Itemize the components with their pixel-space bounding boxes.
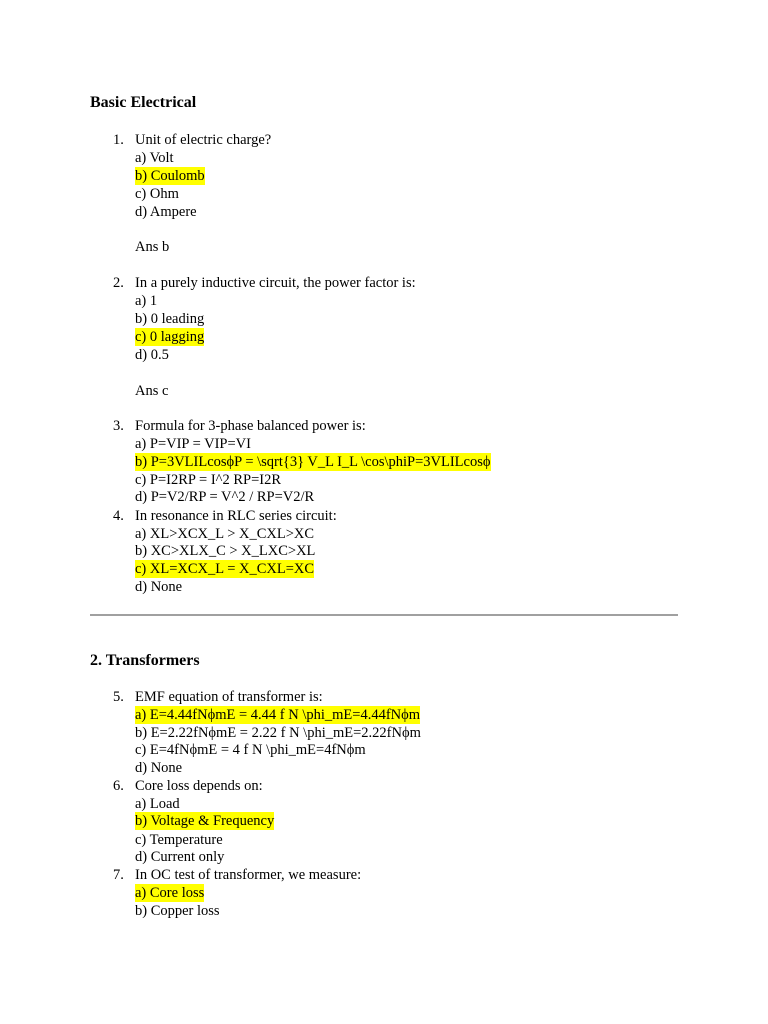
question-text: EMF equation of transformer is: <box>135 689 323 705</box>
option-b: b) Copper loss <box>135 903 220 919</box>
option-d: d) None <box>135 579 183 595</box>
option-d: d) Ampere <box>135 204 197 220</box>
option-b-highlighted: b) Voltage & Frequency <box>135 813 275 829</box>
question-number: 6. <box>113 778 124 794</box>
option-a-highlighted: a) Core loss <box>135 885 205 901</box>
option-a-highlighted: a) E=4.44fNϕmE = 4.44 f N \phi_mE=4.44fNϕm <box>135 707 421 723</box>
option-a: a) 1 <box>135 293 158 309</box>
answer-text: Ans b <box>135 239 170 255</box>
option-c-highlighted: c) XL=XCX_L = X_CXL=XC <box>135 561 315 577</box>
answer-text: Ans c <box>135 383 169 399</box>
option-c: c) E=4fNϕmE = 4 f N \phi_mE=4fNϕm <box>135 742 366 758</box>
question-text: In resonance in RLC series circuit: <box>135 508 337 524</box>
section-title-basic-electrical: Basic Electrical <box>90 94 197 111</box>
question-text: In a purely inductive circuit, the power factor is: <box>135 275 416 291</box>
option-a: a) XL>XCX_L > X_CXL>XC <box>135 526 315 542</box>
option-b: b) XC>XLX_C > X_LXC>XL <box>135 543 316 559</box>
section-title-transformers: 2. Transformers <box>90 652 200 669</box>
option-d: d) P=V2/RP = V^2 / RP=V2/R <box>135 489 315 505</box>
question-number: 3. <box>113 418 124 434</box>
option-c: c) P=I2RP = I^2 RP=I2R <box>135 472 282 488</box>
option-a: a) P=VIP = VIP=VI <box>135 436 251 452</box>
question-number: 7. <box>113 867 124 883</box>
option-b-highlighted: b) Coulomb <box>135 168 205 184</box>
option-c: c) Temperature <box>135 832 223 848</box>
question-number: 2. <box>113 275 124 291</box>
question-number: 1. <box>113 132 124 148</box>
option-d: d) Current only <box>135 849 225 865</box>
option-a: a) Load <box>135 796 180 812</box>
question-number: 4. <box>113 508 124 524</box>
question-text: Unit of electric charge? <box>135 132 272 148</box>
question-text: Formula for 3-phase balanced power is: <box>135 418 366 434</box>
option-c-highlighted: c) 0 lagging <box>135 329 205 345</box>
option-a: a) Volt <box>135 150 174 166</box>
option-b: b) 0 leading <box>135 311 205 327</box>
option-b-highlighted: b) P=3VLILcosϕP = \sqrt{3} V_L I_L \cos\phiP=3VLILcosϕ <box>135 454 491 470</box>
question-text: Core loss depends on: <box>135 778 263 794</box>
option-d: d) 0.5 <box>135 347 169 363</box>
question-number: 5. <box>113 689 124 705</box>
option-d: d) None <box>135 760 183 776</box>
question-text: In OC test of transformer, we measure: <box>135 867 362 883</box>
horizontal-divider <box>90 614 678 616</box>
option-b: b) E=2.22fNϕmE = 2.22 f N \phi_mE=2.22fNϕm <box>135 725 421 741</box>
option-c: c) Ohm <box>135 186 179 202</box>
